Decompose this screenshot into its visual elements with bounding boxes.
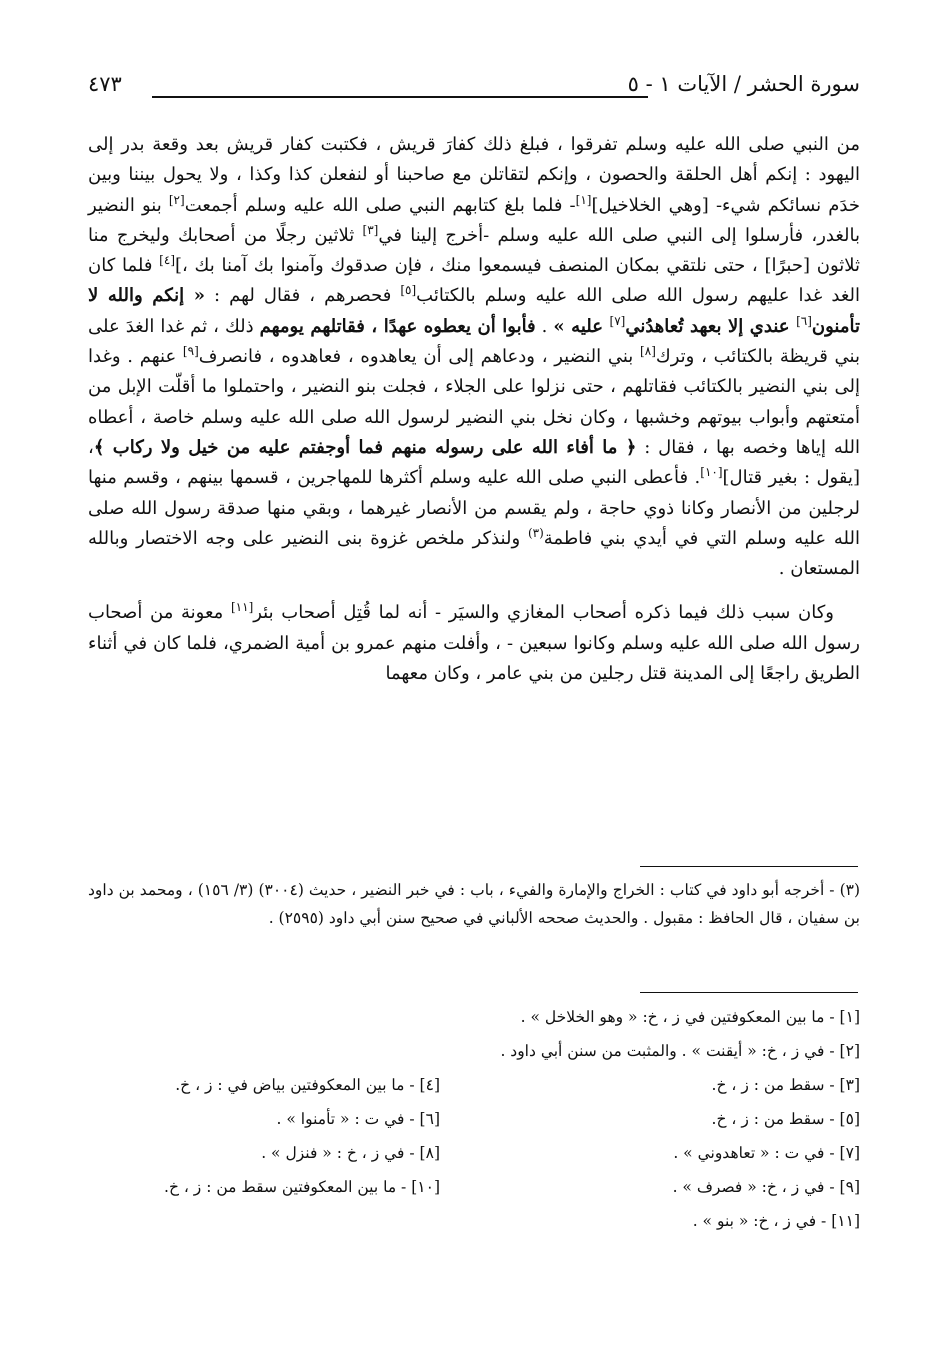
text-run: وكان سبب ذلك فيما ذكره أصحاب المغازي والسيَر - أنه لما قُتِل أصحاب بئر bbox=[253, 602, 834, 624]
footnote-marker: [٤] bbox=[159, 253, 175, 268]
footnote-marker: [١٠] bbox=[700, 465, 723, 480]
note-entry: [٨] - في ز ، خ : « فنزل » . bbox=[261, 1144, 440, 1162]
text-run: . فأعطى النبي صلى الله عليه وسلم أكثرها للمهاجرين ، قسمها بينهم ، وقسم منها لرجلين من الأنصار وكانا ذوي حاجة ، ولم يقسم من الأنصار غيرهما ، وبقي منها صدقة رسول الله صلى الله عليه وسلم التي في أيدي بني فاطمة bbox=[88, 467, 860, 549]
main-text bbox=[88, 130, 860, 703]
page-header bbox=[88, 68, 860, 108]
bold-text: ﴿ ما أفاء الله على رسوله منهم فما أوجفتم عليه من خيل ولا ركاب ﴾ bbox=[93, 436, 637, 458]
note-entry: [١٠] - ما بين المعكوفتين سقط من : ز ، خ. bbox=[164, 1178, 440, 1196]
note-row bbox=[88, 1076, 860, 1110]
note-entry: [١١] - في ز ، خ: « بنو » . bbox=[692, 1212, 860, 1230]
text-run: . bbox=[535, 315, 554, 337]
note-entry: [٣] - سقط من : ز ، خ. bbox=[711, 1076, 860, 1094]
text-run: ثلاثين رجلًا من أصحابك وليخرج منا ثلاثون [حبرًا] ، حتى نلتقي بمكان المنصف فيسمعوا منك ، فإن صدقوك وآمنوا بك آمنا بك ،] bbox=[88, 224, 860, 277]
hadith-source-note: (٣) - أخرجه أبو داود في كتاب : الخراج والإمارة والفيء ، باب : في خبر النضير ، حديث (٣٠٠٤) (٣/ ١٥٦) ، ومحمد بن داود بن سفيان ، قال الحافظ : مقبول . والحديث صححه الألباني في صحيح سنن أبي داود (٢٥٩٥) . bbox=[88, 881, 861, 927]
footnote-marker: [٩] bbox=[182, 344, 199, 359]
note-row bbox=[88, 1008, 860, 1042]
bold-text: « إنكم والله لا تأمنون bbox=[88, 285, 860, 337]
running-title: سورة الحشر / الآيات ١ - ٥ bbox=[627, 72, 860, 96]
footnote-marker: [٦] bbox=[796, 313, 812, 328]
note-entry: [٧] - في ت : « تعاهدوني » . bbox=[673, 1144, 860, 1162]
footnote-marker: [٥] bbox=[400, 283, 417, 298]
note-entry: [٢] - في ز ، خ: « أيقنت » . والمثبت من سنن أبي داود . bbox=[500, 1042, 860, 1060]
text-run: ولنذكر ملخص غزوة بنى النضير على وجه الاختصار وبالله المستعان . bbox=[88, 527, 860, 580]
note-entry: [١] - ما بين المعكوفتين في ز ، خ: « وهو الخلاخل » . bbox=[520, 1008, 860, 1026]
text-run: معونة من أصحاب رسول الله صلى الله عليه وسلم وكانوا سبعين - ، وأفلت منهم عمرو بن أمية الضمري، فلما كان في أثناء الطريق راجعًا إلى المدينة قتل رجلين من بني عامر ، وكان معهما bbox=[88, 602, 860, 685]
bold-text: عليه » bbox=[553, 315, 610, 337]
note-row bbox=[88, 1178, 860, 1212]
text-run: عنهم . وغدا إلى بني النضير بالكتائب فقاتلهم ، حتى نزلوا على الجلاء ، فجلت بنو النضير ، واحتملوا ما أقلّت الإبل من أمتعتهم وأبواب بيوتهم وخشبها ، وكان نخل بني النضير لرسول الله صلى الله عليه وسلم خاصة ، أعطاه الله إياها وخصه بها ، فقال : bbox=[88, 346, 860, 458]
page-number: ٤٧٣ bbox=[88, 72, 122, 96]
variant-notes bbox=[88, 1008, 860, 1246]
note-row bbox=[88, 1144, 860, 1178]
text-run: فحصرهم ، فقال لهم : bbox=[204, 285, 401, 307]
notes-rule bbox=[640, 992, 858, 993]
note-entry: [٦] - في ت : « تأمنوا » . bbox=[276, 1110, 440, 1128]
footnote-rule bbox=[640, 866, 858, 867]
note-entry: [٩] - في ز ، خ: « فصرف » . bbox=[672, 1178, 860, 1196]
paragraph-2 bbox=[88, 598, 860, 689]
footnote-marker: [١١] bbox=[230, 600, 254, 615]
note-row bbox=[88, 1042, 860, 1076]
note-row bbox=[88, 1110, 860, 1144]
footnote-marker: [٧] bbox=[609, 313, 626, 328]
note-row bbox=[88, 1212, 860, 1246]
text-run: ، [يقول : بغير قتال] bbox=[88, 436, 860, 489]
header-rule bbox=[152, 96, 648, 98]
text-run: من النبي صلى الله عليه وسلم تفرقوا ، فبلغ ذلك كفارَ قريش ، فكتبت كفار قريش بعد وقعة بدر إلى اليهود : إنكم أهل الحلقة والحصون ، وإنكم لتقاتلن مع صاحبنا أو لنفعلن كذا وكذا ، ولا يحول بيننا وبين خدَم نسائكم شيء- [وهي الخلاخيل] bbox=[88, 134, 860, 216]
footnote-marker: [٢] bbox=[168, 192, 185, 207]
bold-text: عندي إلا بعهد تُعاهدُني bbox=[625, 315, 797, 337]
paragraph-1 bbox=[88, 130, 860, 584]
text-run: - فلما بلغ كتابهم النبي صلى الله عليه وسلم أجمعت bbox=[184, 194, 576, 216]
text-run: ذلك ، ثم غدا الغدَ على بني قريظة بالكتائب ، وترك bbox=[88, 315, 861, 368]
footnote-marker: [٣] bbox=[362, 222, 379, 237]
text-run: بني النضير ، ودعاهم إلى أن يعاهدوه ، فعاهدوه ، فانصرف bbox=[198, 346, 641, 368]
note-entry: [٥] - سقط من : ز ، خ. bbox=[711, 1110, 860, 1128]
footnote-marker: (٣) bbox=[527, 525, 544, 540]
text-run: بنو النضير بالغدر، فأرسلوا إلى النبي صلى الله عليه وسلم -أخرج إلينا في bbox=[88, 194, 861, 246]
note-entry: [٤] - ما بين المعكوفتين بياض في : ز ، خ. bbox=[175, 1076, 440, 1094]
footnote-marker: [١] bbox=[575, 192, 592, 207]
text-run: فلما كان الغد غدا عليهم رسول الله صلى الله عليه وسلم بالكتائب bbox=[88, 255, 860, 307]
footnote-marker: [٨] bbox=[640, 344, 656, 359]
bold-text: فأبوا أن يعطوه عهدًا ، فقاتلهم يومهم bbox=[259, 315, 536, 337]
